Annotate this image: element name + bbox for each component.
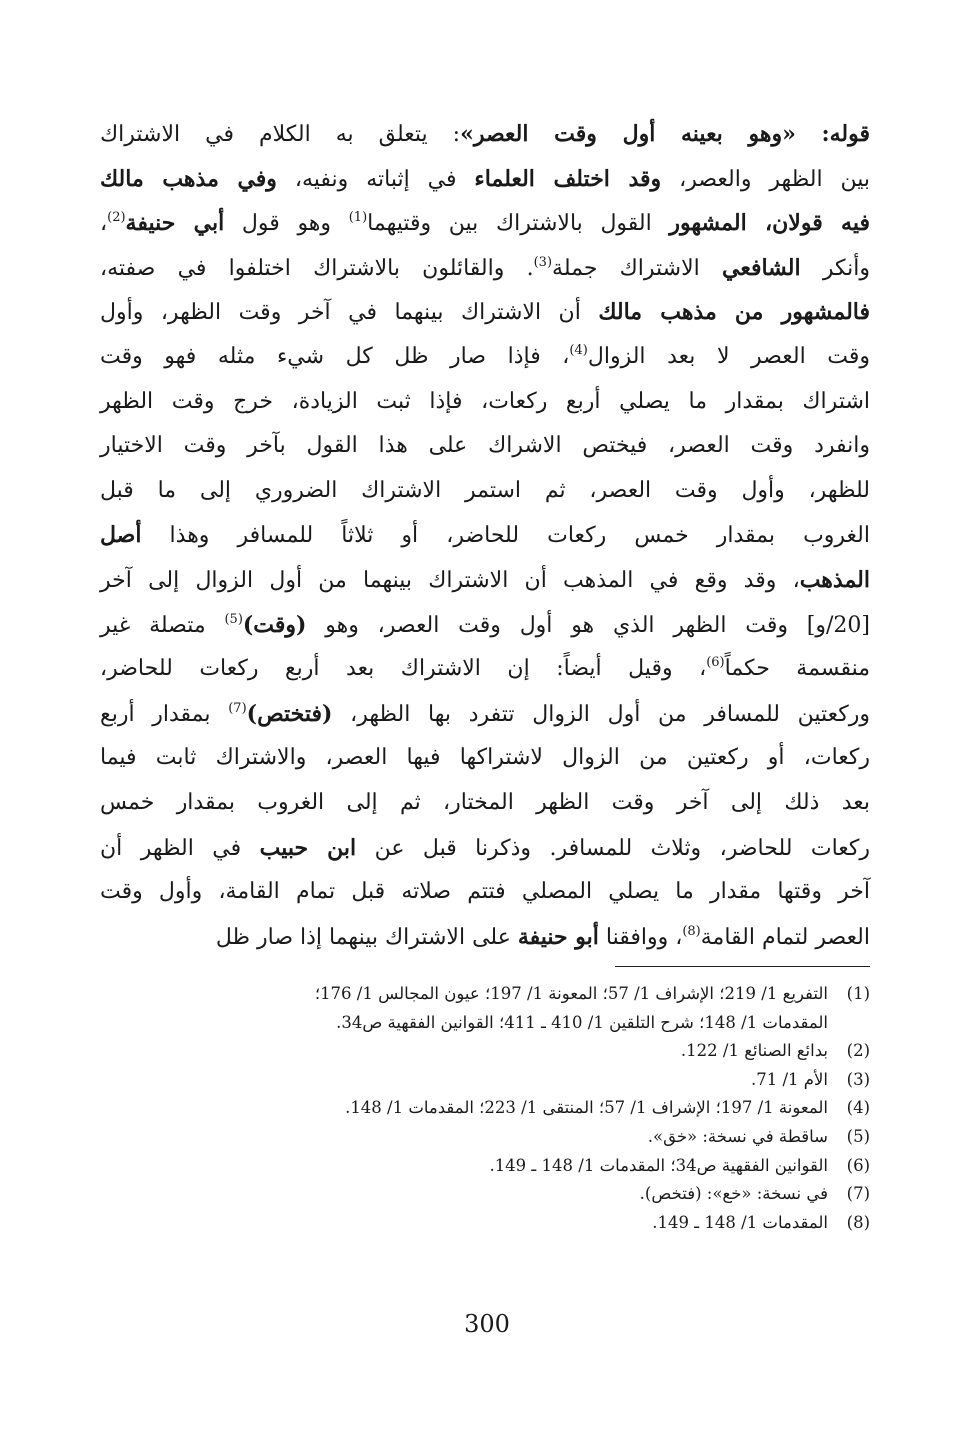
footnote [160,1152,870,1181]
text-span: العصر لتمام القامة [700,924,870,950]
text-span: ، ووافقنا [598,924,683,950]
bold-text: أصل [100,522,142,549]
text-span: : يتعلق به الكلام في الاشتراك [100,122,461,147]
main-text [100,112,870,959]
footnote-number: (5) [846,1126,870,1146]
text-line [100,201,870,246]
footnote-number: (8) [846,1212,870,1232]
footnotes [160,980,870,1237]
text-span: أن الاشتراك بينهما في آخر وقت الظهر، وأول [100,300,599,326]
text-span: وهو قول [224,211,349,237]
bold-text: فالمشهور من مذهب مالك [598,299,870,326]
footnote-text: المقدمات 1/ 148؛ شرح التلقين 1/ 410 ـ 411؛ القوانين الفقهية ص34. [336,1012,828,1032]
bold-text: وفي مذهب مالك [100,165,277,192]
footnote-ref: (3) [533,254,553,270]
footnote-text: التفريع 1/ 219؛ الإشراف 1/ 57؛ المعونة 1/ 197؛ عيون المجالس 1/ 176؛ [314,984,828,1003]
footnote-number: (2) [846,1041,870,1061]
text-line [100,112,870,157]
text-span: ركعات، أو ركعتين من الزوال لاشتراكها فيها العصر، والاشتراك ثابت فيما [100,745,870,771]
footnote-text: في نسخة: «خع»: (فتخص). [639,1184,828,1204]
text-line [100,469,870,514]
footnote-number: (6) [846,1155,870,1175]
footnote-ref: (1) [348,210,368,226]
footnote-separator [615,966,870,967]
bold-text: (وقت) [242,611,307,638]
text-span: القول بالاشتراك بين وقتيهما [367,211,670,237]
text-span: بين الظهر والعصر، [661,166,870,192]
text-line [100,736,870,781]
text-line [100,692,870,737]
text-span: اشتراك بمقدار ما يصلي أربع ركعات، فإذا ثبت الزيادة، خرج وقت الظهر [100,388,870,414]
text-span: منقسمة حكماً [724,656,870,682]
text-span: ، وقد وقع في المذهب أن الاشتراك بينهما من أول الزوال إلى آخر [100,567,800,593]
footnote-text: الأم 1/ 71. [750,1069,828,1089]
footnote-ref: (6) [706,655,725,671]
text-line [100,335,870,380]
text-span: ، فإذا صار ظل كل شيء مثله فهو وقت [100,343,570,369]
bold-text: الشافعي [722,254,801,281]
bold-text: المذهب [799,566,870,593]
text-line [100,647,870,692]
bold-text: أبي حنيفة [125,210,225,237]
text-span: وأنكر [800,255,870,281]
text-span: ، [100,211,108,237]
footnote [160,1123,870,1152]
bold-text: (فتختص) [246,700,333,727]
footnote-text: ساقطة في نسخة: «خق». [647,1126,828,1146]
text-line [100,290,870,335]
footnote [160,1209,870,1238]
text-span: بمقدار أربع [100,701,229,727]
text-line [100,826,870,871]
text-line [100,424,870,469]
footnote-number: (7) [846,1184,870,1204]
footnote [160,1066,870,1095]
footnote [160,1037,870,1066]
footnote-ref: (4) [569,342,588,358]
bold-text: ابن حبيب [259,834,357,861]
page-number: 300 [464,1310,510,1338]
text-span: في إثباته ونفيه، [276,166,475,192]
text-span: الغروب بمقدار خمس ركعات للحاضر، أو ثلاثاً للمسافر وهذا [141,523,870,549]
footnote [160,980,870,1009]
text-span: وركعتين للمسافر من أول الزوال تتفرد بها الظهر، [332,701,870,727]
footnote [160,1180,870,1209]
footnote-number: (1) [846,984,870,1003]
text-span: بعد ذلك إلى آخر وقت الظهر المختار، ثم إلى الغروب بمقدار خمس [100,789,870,815]
text-span: على الاشتراك بينهما إذا صار ظل [215,924,518,950]
footnote-ref: (5) [224,611,243,627]
text-line [100,781,870,826]
text-line [100,513,870,558]
text-line [100,157,870,202]
bold-text: أبو حنيفة [517,923,599,950]
text-line [100,380,870,425]
text-span: آخر وقتها مقدار ما يصلي المصلي فتتم صلاته قبل تمام القامة، وأول وقت [100,879,870,905]
footnote-number: (4) [846,1098,870,1118]
text-span: ركعات للحاضر، وثلاث للمسافر. وذكرنا قبل عن [356,835,870,861]
text-span: في الظهر أن [100,835,260,861]
bold-text: فيه قولان، المشهور [669,210,870,237]
text-line [100,870,870,915]
footnote-text: بدائع الصنائع 1/ 122. [680,1041,828,1061]
text-span: ، وقيل أيضاً: إن الاشتراك بعد أربع ركعات للحاضر، [100,656,707,682]
text-span: وقت العصر لا بعد الزوال [587,343,870,369]
footnote-text: المعونة 1/ 197؛ الإشراف 1/ 57؛ المنتقى 1/ 223؛ المقدمات 1/ 148. [345,1098,828,1118]
footnote [160,1094,870,1123]
text-span: للظهر، وأول وقت العصر، ثم استمر الاشتراك الضروري إلى ما قبل [100,477,870,503]
footnote-ref: (7) [228,700,247,716]
text-span: وانفرد وقت العصر، فيختص الاشراك على هذا القول بآخر وقت الاختيار [100,433,870,459]
footnote-ref: (2) [107,210,126,226]
text-span: [20/و] وقت الظهر الذي هو أول وقت العصر، وهو [306,612,870,638]
footnote [160,1009,870,1038]
footnote-text: القوانين الفقهية ص34؛ المقدمات 1/ 148 ـ 149. [489,1155,828,1175]
footnote-number: (3) [846,1069,870,1089]
footnote-ref: (8) [682,923,701,939]
bold-text: وقد اختلف العلماء [474,165,662,192]
text-line [100,246,870,291]
text-span: . والقائلون بالاشتراك اختلفوا في صفته، [100,255,534,281]
text-line [100,558,870,603]
text-span: الاشتراك جملة [552,255,722,281]
footnote-text: المقدمات 1/ 148 ـ 149. [652,1212,828,1232]
text-line [100,915,870,960]
text-line [100,603,870,648]
bold-text: قوله: «وهو بعينه أول وقت العصر» [460,121,871,147]
text-span: متصلة غير [100,612,225,638]
